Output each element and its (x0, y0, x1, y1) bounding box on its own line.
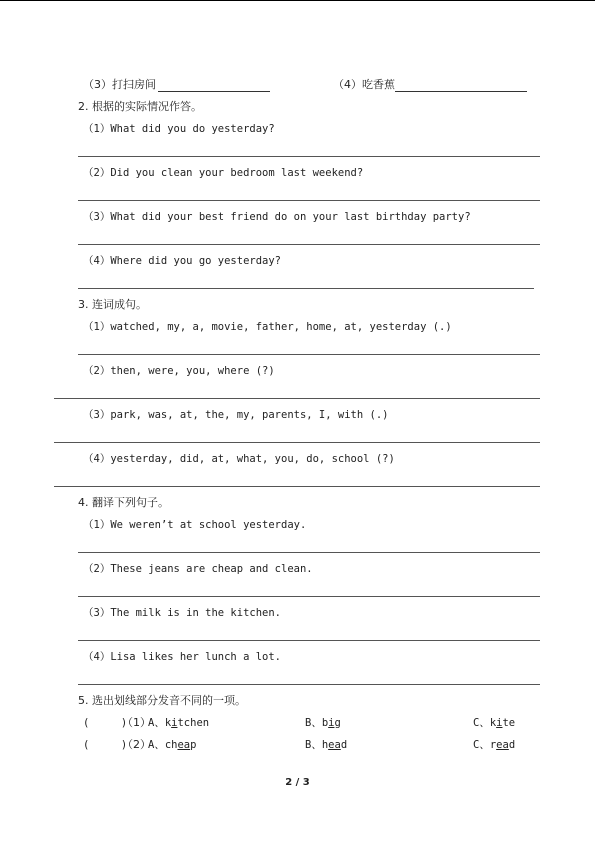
section-2-question-2: （2）Did you clean your bedroom last weekend? (83, 167, 364, 179)
item-4-answer-line (395, 91, 527, 92)
section-2-question-4: （4）Where did you go yesterday? (83, 255, 282, 267)
section-3-question-3: （3）park, was, at, the, my, parents, I, with (.) (83, 409, 389, 421)
section-3-heading: 3. 连词成句。 (78, 298, 147, 311)
answer-line (78, 244, 540, 245)
section-4-heading: 4. 翻译下列句子。 (78, 496, 169, 509)
section-4-question-2: （2）These jeans are cheap and clean. (83, 563, 313, 575)
section-4-question-4: （4）Lisa likes her lunch a lot. (83, 651, 282, 663)
section-4-question-3: （3）The milk is in the kitchen. (83, 607, 282, 619)
section-3-question-1: （1）watched, my, a, movie, father, home, at, yesterday (.) (83, 321, 452, 333)
item-4-label: （4）吃香蕉 (333, 78, 395, 91)
answer-line (78, 200, 540, 201)
section-3-question-4: （4）yesterday, did, at, what, you, do, school (?) (83, 453, 395, 465)
section-2-question-1: （1）What did you do yesterday? (83, 123, 275, 135)
answer-line (78, 156, 540, 157)
page-top-border (0, 0, 595, 1)
page-number: 2 / 3 (285, 777, 310, 788)
option-a: A、kitchen (148, 717, 210, 729)
option-b: B、head (305, 739, 348, 751)
item-3-label: （3）打扫房间 (83, 78, 156, 91)
option-c: C、read (473, 739, 516, 751)
section-3-question-2: （2）then, were, you, where (?) (83, 365, 275, 377)
answer-line (54, 398, 540, 399)
option-b: B、big (305, 717, 341, 729)
option-c: C、kite (473, 717, 516, 729)
question-number: （1） (122, 716, 151, 729)
section-4-question-1: （1）We weren’t at school yesterday. (83, 519, 307, 531)
option-a: A、cheap (148, 739, 197, 751)
section-2-heading: 2. 根据的实际情况作答。 (78, 100, 202, 113)
answer-line (78, 684, 540, 685)
answer-line (78, 596, 540, 597)
answer-line (78, 354, 540, 355)
question-number: （2） (122, 738, 151, 751)
answer-line (78, 640, 540, 641)
item-3-answer-line (158, 91, 270, 92)
section-2-question-3: （3）What did your best friend do on your last birthday party? (83, 211, 471, 223)
answer-line (78, 552, 540, 553)
answer-bracket[interactable]: ( ) (83, 717, 128, 729)
section-5-heading: 5. 选出划线部分发音不同的一项。 (78, 694, 246, 707)
answer-line (54, 486, 540, 487)
answer-bracket[interactable]: ( ) (83, 739, 128, 751)
answer-line (54, 442, 540, 443)
answer-line (78, 288, 534, 289)
